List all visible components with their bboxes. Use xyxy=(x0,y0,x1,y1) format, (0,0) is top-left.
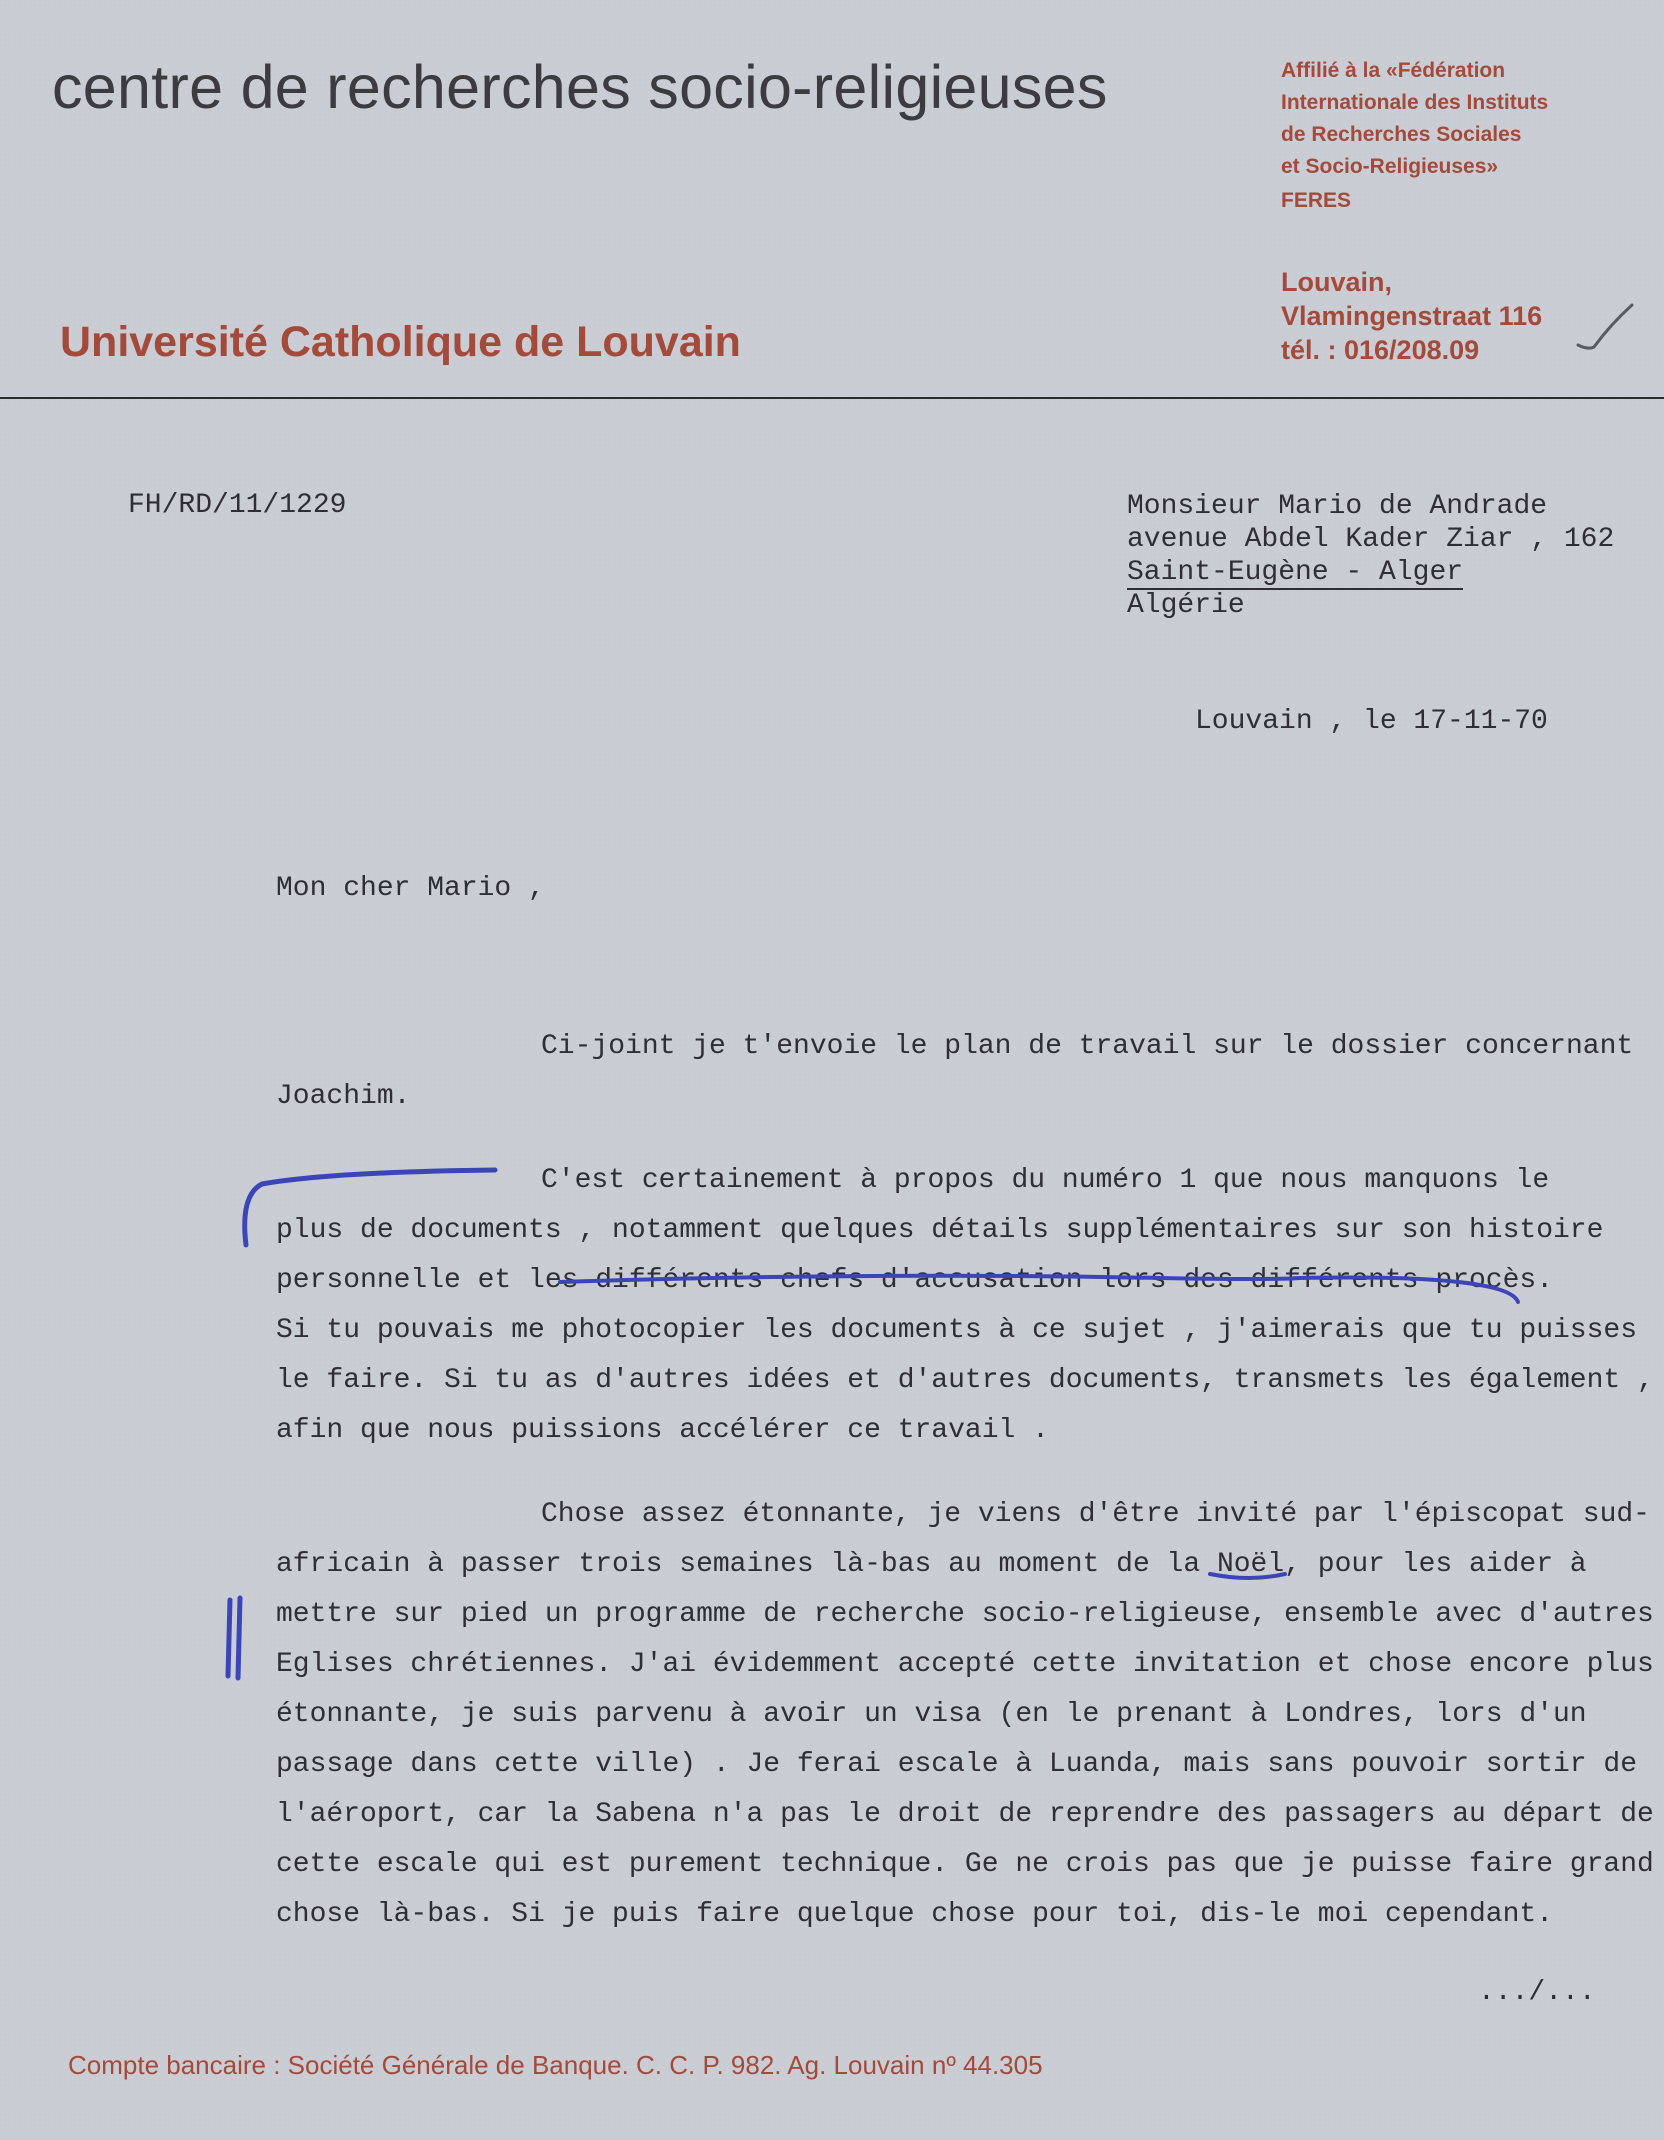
recipient-line: Monsieur Mario de Andrade xyxy=(1127,491,1548,522)
body-line: plus de documents , notamment quelques détails supplémentaires sur son histoire xyxy=(276,1215,1604,1246)
body-line: l'aéroport, car la Sabena n'a pas le droit de reprendre des passagers au départ de xyxy=(276,1799,1654,1830)
affiliation-line: Internationale des Instituts xyxy=(1281,91,1549,114)
body-line: Eglises chrétiennes. J'ai évidemment accepté cette invitation et chose encore plus xyxy=(276,1649,1654,1680)
affiliation-line: de Recherches Sociales xyxy=(1281,123,1522,146)
margin-double-line-mark xyxy=(228,1598,240,1678)
paragraph-2 xyxy=(276,1156,1654,1456)
affiliation-line: FERES xyxy=(1281,189,1352,212)
letterhead-title: centre de recherches socio-religieuses xyxy=(52,53,1108,121)
paragraph-3 xyxy=(276,1490,1654,1940)
affiliation-line: et Socio-Religieuses» xyxy=(1281,155,1499,178)
recipient-line: avenue Abdel Kader Ziar , 162 xyxy=(1127,524,1615,555)
body-line: Joachim. xyxy=(276,1081,411,1112)
affiliation-line: Affilié à la «Fédération xyxy=(1281,59,1506,82)
body-line: afin que nous puissions accélérer ce travail . xyxy=(276,1415,1049,1446)
bank-details-footer: Compte bancaire : Société Générale de Banque. C. C. P. 982. Ag. Louvain nº 44.305 xyxy=(68,2050,1043,2080)
address-line: Louvain, xyxy=(1281,267,1393,297)
body-line: Chose assez étonnante, je viens d'être invité par l'épiscopat sud- xyxy=(541,1499,1650,1530)
letter-body xyxy=(276,1022,1654,1974)
body-line: africain à passer trois semaines là-bas au moment de la Noël, pour les aider à xyxy=(276,1549,1587,1580)
body-line: Si tu pouvais me photocopier les documents à ce sujet , j'aimerais que tu puisses xyxy=(276,1315,1638,1346)
salutation: Mon cher Mario , xyxy=(276,873,545,904)
body-line: passage dans cette ville) . Je ferai escale à Luanda, mais sans pouvoir sortir de xyxy=(276,1749,1638,1780)
continuation-mark: .../... xyxy=(1478,1977,1596,2008)
reference-number: FH/RD/11/1229 xyxy=(128,490,347,521)
recipient-line xyxy=(1127,556,1614,589)
address-line: Vlamingenstraat 116 xyxy=(1281,301,1543,331)
institute-address xyxy=(1281,265,1542,367)
address-line: tél. : 016/208.09 xyxy=(1281,335,1480,365)
recipient-line: Algérie xyxy=(1127,590,1245,621)
university-name: Université Catholique de Louvain xyxy=(60,318,741,366)
recipient-address xyxy=(1127,490,1614,622)
paragraph-1 xyxy=(276,1022,1648,1122)
body-line: chose là-bas. Si je puis faire quelque chose pour toi, dis-le moi cependant. xyxy=(276,1899,1554,1930)
recipient-city: Saint-Eugène - Alger xyxy=(1127,557,1464,588)
date-line: Louvain , le 17-11-70 xyxy=(1195,706,1548,737)
body-line: personnelle et les différents chefs d'accusation lors des différents procès. xyxy=(276,1265,1554,1296)
body-line: étonnante, je suis parvenu à avoir un visa (en le prenant à Londres, lors d'un xyxy=(276,1699,1587,1730)
affiliation-block xyxy=(1281,55,1548,217)
header-divider xyxy=(0,397,1664,399)
body-line: Ci-joint je t'envoie le plan de travail sur le dossier concernant xyxy=(541,1031,1634,1062)
body-line: mettre sur pied un programme de recherche socio-religieuse, ensemble avec d'autres xyxy=(276,1599,1654,1630)
body-line: C'est certainement à propos du numéro 1 que nous manquons le xyxy=(541,1165,1550,1196)
body-line: le faire. Si tu as d'autres idées et d'autres documents, transmets les également , xyxy=(276,1365,1654,1396)
body-line: cette escale qui est purement technique. Ge ne crois pas que je puisse faire grand xyxy=(276,1849,1654,1880)
checkmark-icon xyxy=(1578,305,1632,348)
